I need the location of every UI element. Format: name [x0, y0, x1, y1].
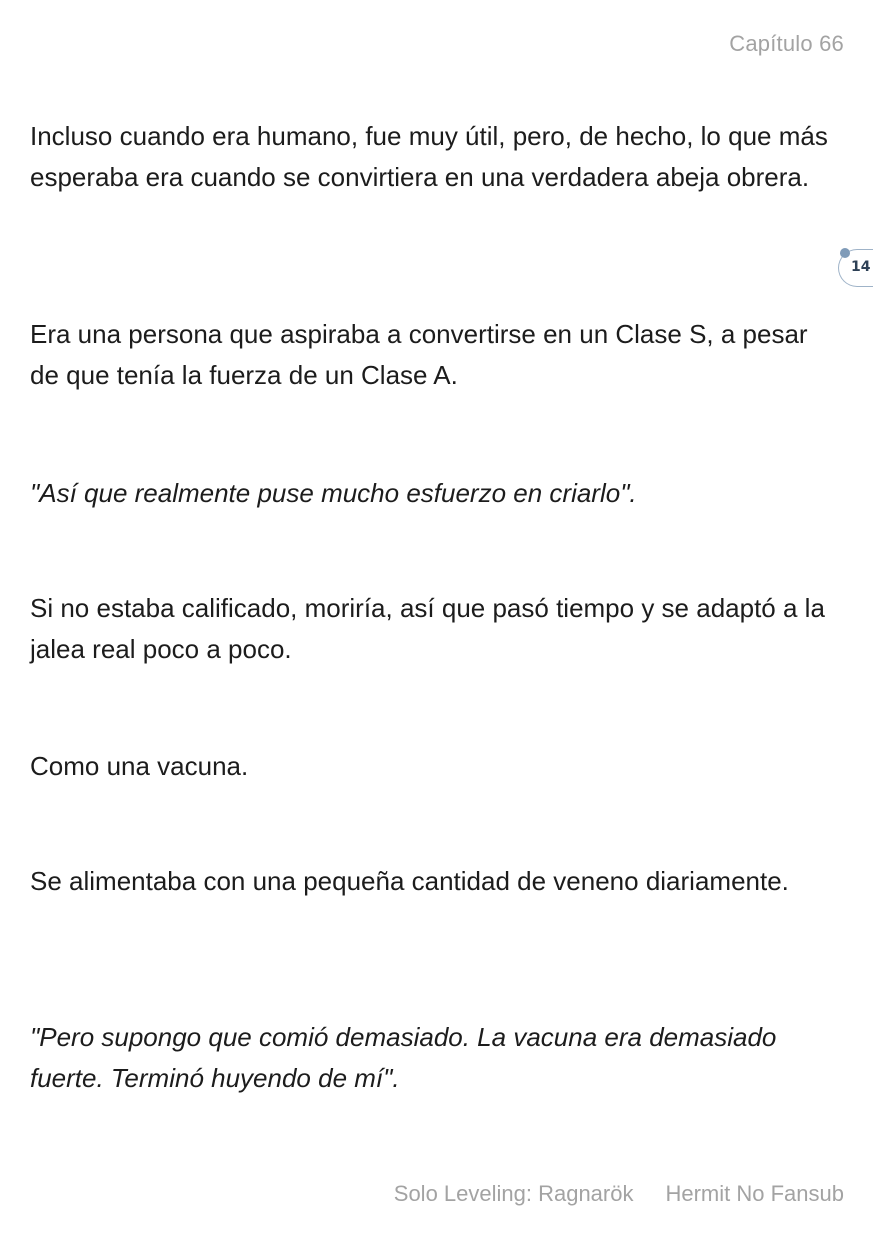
paragraph: Era una persona que aspiraba a convertirse en un Clase S, a pesar de que tenía la fuerza de un Clase A. [30, 319, 808, 390]
chapter-title: Capítulo 66 [729, 31, 844, 56]
paragraph: Incluso cuando era humano, fue muy útil, pero, de hecho, lo que más esperaba era cuando se convirtiera en una verdadera abeja obrera. [30, 121, 828, 192]
book-title: Solo Leveling: Ragnarök [393, 1181, 634, 1206]
page-number: 14 [851, 259, 871, 275]
translator-credit: Hermit No Fansub [665, 1181, 844, 1206]
footer [394, 1181, 844, 1207]
paragraph: Si no estaba calificado, moriría, así que pasó tiempo y se adaptó a la jalea real poco a poco. [30, 593, 825, 664]
dialogue-paragraph: "Así que realmente puse mucho esfuerzo en criarlo". [30, 478, 637, 508]
paragraph: Se alimentaba con una pequeña cantidad de veneno diariamente. [30, 866, 789, 896]
dialogue-paragraph: "Pero supongo que comió demasiado. La vacuna era demasiado fuerte. Terminó huyendo de mí". [30, 1022, 777, 1093]
bookmark-dot-icon [840, 248, 850, 258]
paragraph: Como una vacuna. [30, 751, 249, 781]
